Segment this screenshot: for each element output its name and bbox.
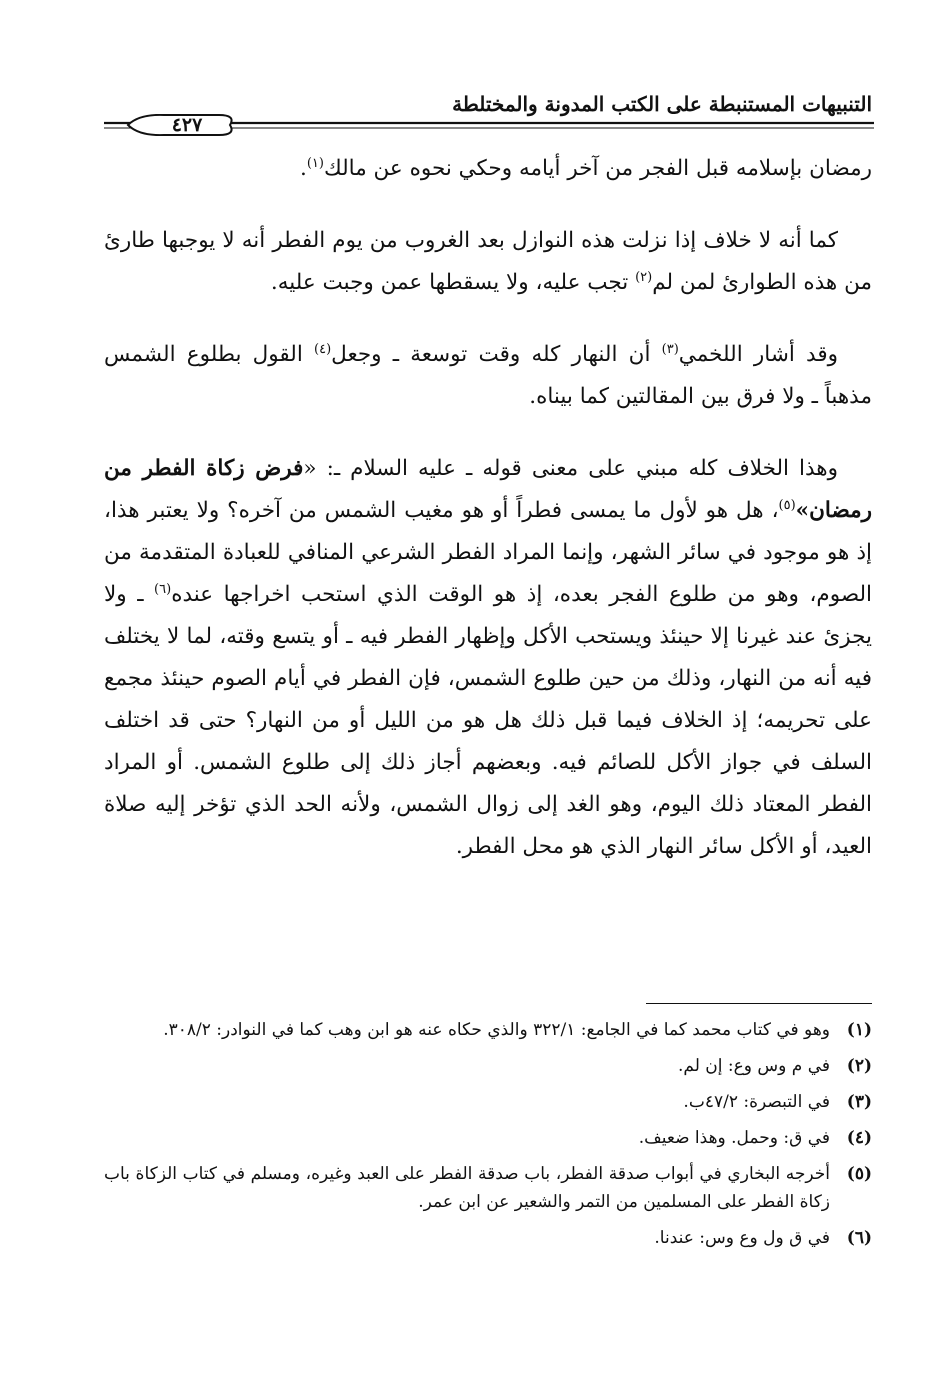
footnote-text: في م وس وع: إن لم.: [678, 1056, 830, 1076]
footnote-ref-1[interactable]: (١): [306, 156, 324, 171]
paragraph-1: رمضان بإسلامه قبل الفجر من آخر أيامه وحكي نحوه عن مالك$^{(١)}$.: [299, 156, 872, 181]
paragraph-2: كما أنه لا خلاف إذا نزلت هذه النوازل بعد الغروب من يوم الفطر أنه لا يوجبها طارئ من هذه الطوارئ لمن لم$^{(٢)}$ تجب عليه، ولا يسقطها عمن وجبت عليه.: [104, 228, 872, 295]
footnote-number: (٦): [846, 1228, 872, 1248]
hadith-quote: فرض زكاة الفطر من رمضان: [104, 456, 872, 523]
footnote-number: (٤): [846, 1128, 872, 1148]
running-header-title: التنبيهات المستنبطة على الكتب المدونة والمختلطة: [452, 92, 872, 116]
footnote-item: [104, 1052, 872, 1080]
footnote-text: وهو في كتاب محمد كما في الجامع: ٣٢٢/١ والذي حكاه عنه هو ابن وهب كما في النوادر: ٣٠٨/٢.: [163, 1020, 830, 1040]
footnote-ref-2[interactable]: (٢): [635, 270, 653, 285]
footnote-ref-3[interactable]: (٣): [661, 342, 679, 357]
footnote-item: [104, 1088, 872, 1116]
footnote-number: (٥): [846, 1164, 872, 1184]
paragraph-4: وهذا الخلاف كله مبني على معنى قوله ـ عليه السلام ـ: «فرض زكاة الفطر من رمضان»$^{(٥)}$، هل هو لأول ما يمسى فطراً أو هو مغيب الشمس من آخره؟ ولا يعتبر هذا، إذ هو موجود في سائر الشهر، وإنما المراد الفطر الشرعي المنافي للعبادة المتقدمة من الصوم، وهو من طلوع الفجر بعده، إذ هو الوقت الذي استحب اخراجها عنده$^{(٦)}$ ـ ولا يجزئ عند غيرنا إلا حينئذ ويستحب الأكل وإظهار الفطر فيه ـ أو يتسع وقته، لما لا يختلف فيه أنه من النهار، وذلك من حين طلوع الشمس، فإن الفطر في أيام الصوم حينئذ مجمع على تحريمه؛ إذ الخلاف فيما قبل ذلك هل هو من الليل أو من النهار؟ حتى قد اختلف السلف في جواز الأكل للصائم فيه. وبعضهم أجاز ذلك إلى طلوع الشمس. أو المراد الفطر المعتاد ذلك اليوم، وهو الغد إلى زوال الشمس، ولأنه الحد الذي تؤخر إليه صلاة العيد، أو الأكل سائر النهار الذي هو محل الفطر.: [104, 456, 872, 859]
footnote-item: [104, 1124, 872, 1152]
main-text: [104, 148, 872, 898]
footnote-number: (٢): [846, 1056, 872, 1076]
footnote-item: [104, 1160, 872, 1216]
footnote-number: (٣): [846, 1092, 872, 1112]
footnote-ref-5[interactable]: (٥): [778, 498, 796, 513]
footnote-text: في ق ول وع وس: عندنا.: [654, 1228, 830, 1248]
footnote-item: [104, 1224, 872, 1252]
footnote-number: (١): [846, 1020, 872, 1040]
footnote-separator: [646, 1003, 872, 1004]
footnote-ref-6[interactable]: (٦): [154, 582, 172, 597]
footnote-text: في التبصرة: ٤٧/٢ب.: [683, 1092, 830, 1112]
page-number: ٤٢٧: [171, 114, 203, 136]
footnotes: [104, 1016, 872, 1260]
paragraph-3: وقد أشار اللخمي$^{(٣)}$ أن النهار كله وقت توسعة ـ وجعل$^{(٤)}$ القول بطلوع الشمس مذهباً ـ ولا فرق بين المقالتين كما بيناه.: [104, 342, 872, 409]
footnote-text: أخرجه البخاري في أبواب صدقة الفطر، باب صدقة الفطر على العبد وغيره، ومسلم في كتاب الزكاة باب زكاة الفطر على المسلمين من التمر والشعير عن ابن عمر.: [104, 1164, 830, 1212]
footnote-item: [104, 1016, 872, 1044]
footnote-text: في ق: وحمل. وهذا ضعيف.: [638, 1128, 830, 1148]
footnote-ref-4[interactable]: (٤): [314, 342, 332, 357]
